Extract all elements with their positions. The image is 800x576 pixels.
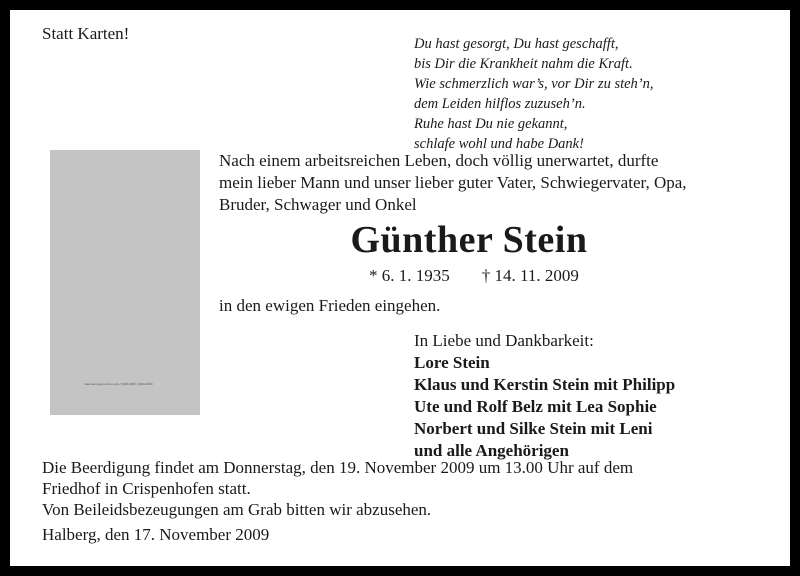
funeral-line: Von Beileidsbezeugungen am Grab bitten wir abzusehen. <box>42 500 432 519</box>
death-date: † 14. 11. 2009 <box>481 266 579 285</box>
life-dates <box>369 266 579 286</box>
mourners-heading: In Liebe und Dankbarkeit: <box>414 331 594 350</box>
mourners-block <box>414 330 675 462</box>
mourner-name: Lore Stein <box>414 353 490 372</box>
statt-karten-label: Statt Karten! <box>42 24 130 43</box>
portrait-photo-placeholder <box>50 150 200 415</box>
mourner-name: und alle Angehörigen <box>414 441 569 460</box>
photo-caption: traueranzeigen-stimme.de / 0000-0000 / 0000-0000 <box>84 382 153 386</box>
mourner-name: Norbert und Silke Stein mit Leni <box>414 419 653 438</box>
mourner-name: Klaus und Kerstin Stein mit Philipp <box>414 375 676 394</box>
poem-line: bis Dir die Krankheit nahm die Kraft. <box>414 56 633 72</box>
obituary-notice <box>10 10 790 566</box>
deceased-name: Günther Stein <box>350 219 588 261</box>
poem-line: schlafe wohl und habe Dank! <box>414 136 584 152</box>
place-and-date: Halberg, den 17. November 2009 <box>42 525 270 544</box>
poem-line: Ruhe hast Du nie gekannt, <box>414 116 568 132</box>
funeral-line: Die Beerdigung findet am Donnerstag, den 19. November 2009 um 13.00 Uhr auf dem <box>42 458 634 477</box>
funeral-line: Friedhof in Crispenhofen statt. <box>42 479 251 498</box>
poem-line: Du hast gesorgt, Du hast geschafft, <box>414 36 619 52</box>
funeral-info <box>42 457 782 520</box>
poem <box>414 34 654 154</box>
intro-line: Nach einem arbeitsreichen Leben, doch völlig unerwartet, durfte <box>219 151 659 170</box>
poem-line: dem Leiden hilflos zuzuseh’n. <box>414 96 586 112</box>
birth-date: * 6. 1. 1935 <box>369 266 450 285</box>
eternal-peace-text: in den ewigen Frieden eingehen. <box>219 296 441 315</box>
intro-line: mein lieber Mann und unser lieber guter Vater, Schwiegervater, Opa, <box>219 173 687 192</box>
intro-line: Bruder, Schwager und Onkel <box>219 195 417 214</box>
mourner-name: Ute und Rolf Belz mit Lea Sophie <box>414 397 657 416</box>
poem-line: Wie schmerzlich war’s, vor Dir zu steh’n, <box>414 76 654 92</box>
intro-text <box>219 150 789 216</box>
